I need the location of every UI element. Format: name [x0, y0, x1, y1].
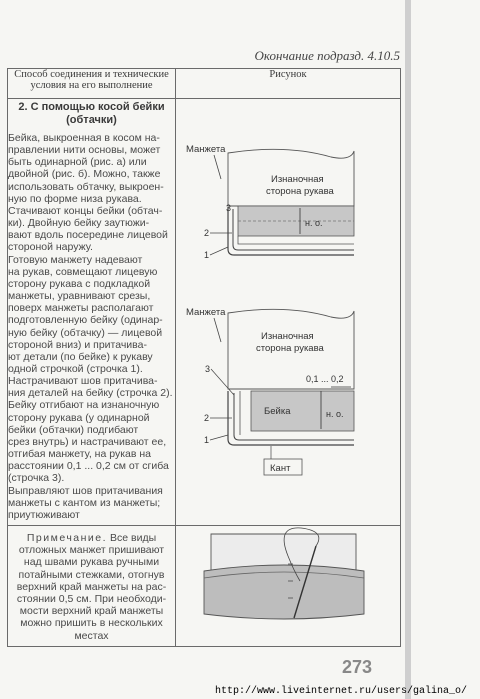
- table-row-note: [8, 526, 401, 647]
- figure-b-allowance-label: н. о.: [326, 409, 344, 419]
- note-line: верхний край манжеты на рас-: [16, 580, 167, 593]
- body-text-line: подготовленную бейку (одинар-: [8, 314, 163, 327]
- figure-b-marker-3-leader: [211, 369, 234, 395]
- figure-b-marker-3: 3: [205, 364, 211, 374]
- figure-b-inside-label-2: сторона рукава: [256, 343, 324, 354]
- note-line: над швами рукава ручными: [23, 556, 160, 569]
- body-text-line: одной строчкой (строчка 1).: [8, 362, 143, 375]
- page-number: 273: [342, 657, 373, 677]
- page-edge-rule: [405, 0, 411, 699]
- figure-a-seam-line: [238, 236, 354, 244]
- body-text-line: на рукав, совмещают лицевую: [8, 265, 158, 278]
- figure-cell: [176, 99, 401, 526]
- column-header-method: Способ соединения и технические условия на его выполнение: [8, 69, 176, 99]
- body-text-line: правлении нити основы, может: [8, 144, 161, 157]
- figure-a-inside-label-1: Изнаночная: [271, 174, 324, 185]
- footer-url: http://www.liveinternet.ru/users/galina_o/: [215, 686, 468, 697]
- body-text-line: Готовую манжету надевают: [8, 253, 143, 266]
- table-header-row: [8, 69, 401, 99]
- body-text-line: Бейку отгибают на изнаночную: [8, 399, 160, 412]
- figure-b-marker-1: 1: [204, 435, 210, 445]
- body-text-line: Настрачивают шов притачива-: [8, 375, 158, 388]
- body-text-line: (строчка 3).: [8, 472, 65, 485]
- table-row-method-2: [8, 99, 401, 526]
- figure-b-marker-2: 2: [204, 413, 210, 423]
- figure-b-range-label: 0,1 ... 0,2: [306, 374, 344, 384]
- note-text: [8, 526, 175, 646]
- body-text-line: бейки (обтачки) подгибают: [8, 423, 139, 436]
- content-table: [7, 68, 401, 647]
- body-text-line: использовать обтачку, выкроен-: [8, 180, 164, 193]
- note-line: потайными стежками, отогнув: [18, 568, 165, 581]
- column-header-figure: Рисунок: [176, 69, 401, 99]
- body-text-line: вают вдоль посередине лицевой: [8, 229, 168, 242]
- body-text-line: расстоянии 0,1 ... 0,2 см от сгиба: [8, 460, 169, 473]
- figure-a-marker-2: 2: [204, 228, 210, 238]
- body-text-line: ную по форме низа рукава.: [8, 192, 142, 205]
- body-text-line: Стачивают концы бейки (обтач-: [8, 204, 163, 217]
- figure-hand-stitch: [176, 526, 401, 626]
- figure-a-inside-label-2: сторона рукава: [266, 186, 334, 197]
- figure-a: [176, 99, 401, 299]
- figure-b: [176, 299, 401, 523]
- figure-a-marker-3: 3: [226, 203, 232, 213]
- body-text-line: манжеты с кантом из манжеты;: [8, 496, 161, 509]
- figure-a-marker-1-leader: [210, 247, 228, 255]
- body-text-line: поверх манжеты располагают: [8, 302, 154, 315]
- body-text-line: Выправляют шов притачивания: [8, 484, 163, 497]
- body-text-line: быть одинарной (рис. а) или: [8, 156, 147, 169]
- note-line: Все виды: [109, 532, 157, 544]
- body-text-line: сторону рукава с подкладкой: [8, 277, 151, 290]
- body-text-line: ют детали (по бейке) к рукаву: [8, 350, 153, 363]
- body-text-line: стороной вниз) и притачива-: [8, 338, 147, 351]
- figure-b-cuff-label: Манжета: [186, 307, 226, 318]
- body-text-line: Бейка, выкроенная в косом на-: [8, 132, 160, 144]
- note-line: стоянии 0,5 см. При необходи-: [16, 593, 167, 606]
- cuff-shape: [204, 565, 364, 619]
- note-line: можно пришить в нескольких: [20, 617, 163, 630]
- figure-b-cuff-leader: [214, 318, 221, 342]
- note-cell: [8, 526, 176, 647]
- figure-a-marker-1: 1: [204, 250, 210, 260]
- figure-a-cuff-leader: [214, 155, 221, 179]
- figure-a-allowance-label: н. о.: [305, 218, 323, 228]
- figure-b-inside-label-1: Изнаночная: [261, 331, 314, 342]
- section-title: 2. С помощью косой бейки (обтачки): [18, 101, 165, 126]
- figure-b-beika-label: Бейка: [264, 406, 291, 417]
- note-line: мости верхний край манжеты: [19, 605, 164, 618]
- body-text-line: стороной наружу.: [8, 241, 93, 254]
- method-body-text: [8, 132, 175, 521]
- body-text-line: ния деталей на бейку (строчка 2).: [8, 387, 173, 400]
- body-text-line: сторону рукава (у одинарной: [8, 411, 150, 424]
- body-text-line: ную бейку (обтачку) — лицевой: [8, 326, 163, 339]
- method-description-cell: [8, 99, 176, 526]
- body-text-line: ки). Двойную бейку заутюжи-: [8, 217, 150, 230]
- body-text-line: приутюживают: [8, 508, 80, 521]
- body-text-line: срез внутрь) и настрачивают ее,: [8, 435, 167, 448]
- body-text-line: двойной (рис. б). Можно, также: [8, 168, 161, 181]
- figure-b-marker-1-leader: [210, 435, 228, 440]
- figure-b-kant-label: Кант: [270, 463, 291, 474]
- note-figure-cell: [176, 526, 401, 647]
- body-text-line: манжеты, уравнивают срезы,: [8, 290, 151, 303]
- running-head: Окончание подразд. 4.10.5: [254, 48, 400, 63]
- body-text-line: отгибая манжету, на рукав на: [8, 448, 151, 461]
- figure-a-cuff-label: Манжета: [186, 144, 226, 155]
- note-line: местах: [74, 629, 109, 642]
- note-label: Примечание.: [26, 532, 108, 544]
- note-line: отложных манжет пришивают: [18, 544, 165, 557]
